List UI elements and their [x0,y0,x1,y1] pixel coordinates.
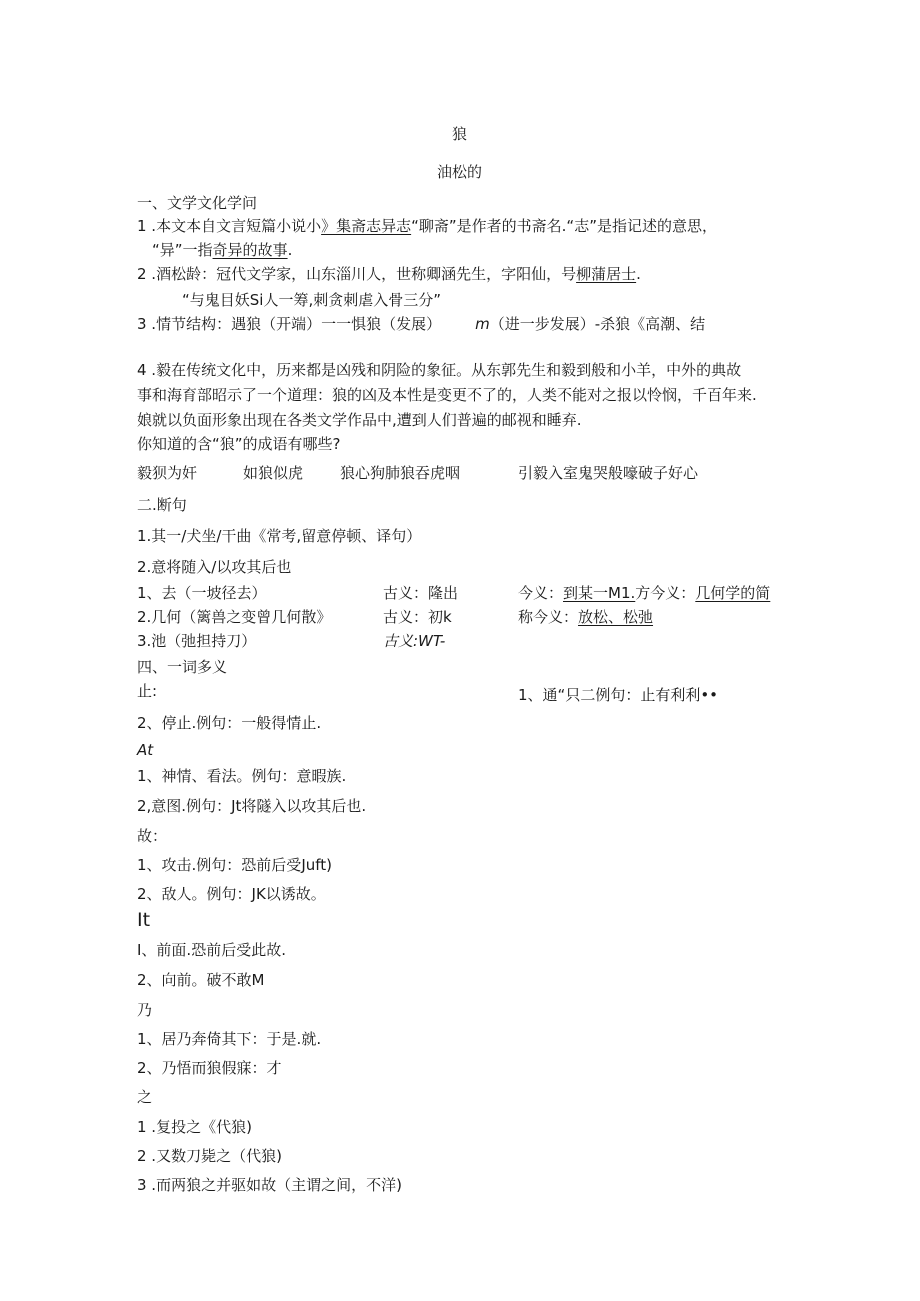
word-qian-meaning-1: I、前面.恐前后受此故. [137,941,286,959]
word-zhi-meaning-2: 2、停止.例句：一般得情止. [137,714,322,732]
item-2-line-1: 2 .酒松龄：冠代文学家，山东淄川人，世称卿涵先生，字阳仙，号柳蒲居士. [137,265,641,283]
word-gu-meaning-1: 1、攻击.例句：恐前后受Juft) [137,856,332,874]
item-3-plot: 3 .情节结构：遇狼（开端）一一惧狼（发展） m（进一步发展）-杀狼《高潮、结 [137,315,706,333]
word-row-1-term: 1、去（一坡径去） [137,584,267,602]
idiom-4: 引毅入室鬼哭般嚎破子好心 [518,464,699,482]
punctuation-line-2: 2.意将随入/以攻其后也 [137,558,292,576]
item-1-line-1: 1 .本文本自文言短篇小说小》集斋志异志“聊斋”是作者的书斋名.“志”是指记述的意思， [137,217,717,235]
item-2-quote: “与鬼目妖Si人一筹,刺贪刺虐入骨三分” [182,291,442,309]
book-title-underlined: 》集斋志异志 [321,217,412,235]
word-qian: It [137,909,151,931]
word-row-3-term: 3.池（弛担持刀） [137,632,257,650]
page-title: 狼 [452,125,468,143]
pen-name-underlined: 柳蒲居士 [576,265,637,283]
word-zhi-meaning-1: 1、通“只二例句：止有利利•• [518,686,719,704]
word-row-1-modern: 今义：到某一M1.方今义：几何学的简 [518,584,771,602]
word-gu: 故： [137,827,168,845]
idiom-question: 你知道的含“狼”的成语有哪些? [137,435,341,453]
word-row-2-modern: 称今义：放松、松弛 [518,608,654,626]
item-1-line-2: “异”一指奇异的故事. [152,241,293,259]
word-yi-meaning-1: 1、神情、看法。例句：意暇族. [137,767,347,785]
word-nai: 乃 [137,1001,153,1019]
author: 油松的 [437,163,483,181]
word-row-1-ancient: 古义：隆出 [383,584,459,602]
word-zhi2-usage-1: 1 .复投之《代狼) [137,1118,252,1136]
word-zhi2-usage-2: 2 .又数刀毙之（代狼) [137,1147,282,1165]
word-yi-meaning-2: 2,意图.例句：Jt将隧入以攻其后也. [137,797,367,815]
word-zhi: 止: [137,682,158,700]
word-zhi2: 之 [137,1088,153,1106]
word-qian-meaning-2: 2、向前。破不敢M [137,971,265,989]
section-heading-polysemy: 四、一词多义 [137,658,228,676]
word-gu-meaning-2: 2、敌人。例句：JK以诱故。 [137,885,326,903]
word-row-2-ancient: 古义：初k [383,608,452,626]
word-nai-meaning-1: 1、居乃奔倚其下：于是.就. [137,1030,322,1048]
item-4-line-2: 事和海育部昭示了一个道理：狼的凶及本性是变更不了的，人类不能对之报以怜悯，千百年来. [137,386,757,404]
idiom-2: 如狼似虎 [243,464,304,482]
idiom-1: 毅狈为奸 [137,464,198,482]
item-4-line-1: 4 .毅在传统文化中，历来都是凶残和阴险的象征。从东郭先生和毅到般和小羊，中外的典故 [137,361,742,379]
punctuation-line-1: 1.其一/犬坐/干曲《常考,留意停顿、译句） [137,527,422,545]
meaning-underlined: 奇异的故事 [212,241,288,259]
word-row-2-term: 2.几何（篱兽之变曾几何散》 [137,608,332,626]
item-4-line-3: 娘就以负面形象出现在各类文学作品中,遭到人们普遍的邮视和睡弃. [137,411,582,429]
idiom-3: 狼心狗肺狼吞虎咽 [340,464,461,482]
word-row-3-ancient: 古义:WT- [383,632,446,650]
section-heading-punctuation: 二.断句 [137,496,187,514]
word-nai-meaning-2: 2、乃悟而狼假寐：才 [137,1059,282,1077]
word-yi: At [137,741,154,759]
word-zhi2-usage-3: 3 .而两狼之并驱如故（主谓之间，不洋) [137,1176,402,1194]
section-heading-literature: 一、文学文化学问 [137,194,258,212]
